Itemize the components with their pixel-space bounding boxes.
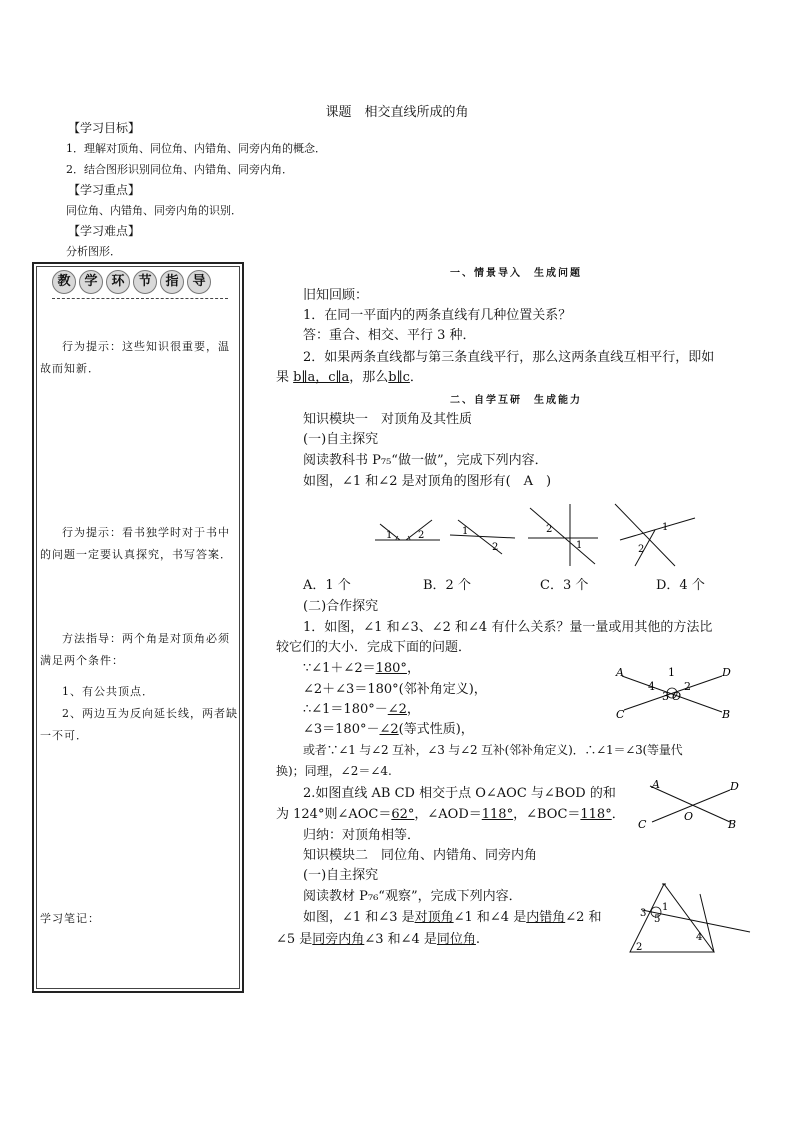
step-2: ∠2＋∠3＝180°(邻补角定义)， [303,682,487,697]
q2-mid: ，那么 [349,370,389,385]
step-5b: 换)；同理，∠2＝∠4. [276,764,392,778]
q2b-blank-1: 62° [391,807,415,822]
last1-blank-1: 对顶角 [414,910,454,925]
last1-blank-2: 内错角 [526,910,566,925]
cross-label-1: 1 [668,666,675,679]
triangle-transversal-figure [622,880,752,960]
figure-a [375,520,440,541]
last-line-1 [303,908,602,928]
step-4-end: (等式性质)， [398,722,474,737]
tri-label-4: 4 [696,932,703,943]
module-2-title: 知识模块二 同位角、内错角、同旁内角 [303,848,538,863]
self-explore-1: (一)自主探究 [303,432,379,447]
key-heading: 【学习重点】 [68,183,141,197]
fig-a-label-2: 2 [418,530,425,541]
coop-question-1a: 1．如图，∠1 和∠3、∠2 和∠4 有什么关系？量一量或用其他的方法比 [303,620,713,635]
last1-mid-1: ∠1 和∠4 是 [453,910,527,925]
section2-heading: 二、自学互研 生成能力 [450,395,582,406]
question-1: 1．在同一平面内的两条直线有几种位置关系？ [303,308,572,323]
read-instruction-1: 阅读教科书 P₇₅“做一做”，完成下列内容． [303,453,548,468]
fig-b-label-1: 1 [462,526,469,537]
fig-c-label-1: 1 [576,540,583,551]
fig-d-label-2: 2 [638,544,645,555]
method-item-1: 1、有公共顶点． [62,685,154,698]
figure-b [450,520,515,554]
option-a: A．1 个 [303,578,351,593]
fig-c-label-2: 2 [546,524,553,535]
option-b: B．2 个 [423,578,471,593]
guide-banner [52,270,226,298]
q2b-end: ． [611,807,625,822]
last2-blank-1: 同旁内角 [312,932,365,947]
tri-label-3: 3 [640,908,647,919]
fig-b-label-2: 2 [492,542,499,553]
banner-char: 导 [187,270,211,294]
question-2-line2 [276,368,423,388]
q2b-prefix: 为 124°则∠AOC＝ [276,807,392,822]
cross-label-o: O [672,690,682,703]
coop-question-1b: 较它们的大小．完成下面的问题． [276,640,472,655]
vertical-angle-question: 如图，∠1 和∠2 是对顶角的图形有( A ) [303,474,552,489]
cross-label-b: B [722,708,731,721]
question-2-line1: 2．如果两条直线都与第三条直线平行，那么这两条直线互相平行，即如 [303,350,715,365]
objective-2: 2．结合图形识别同位角、内错角、同旁内角． [66,163,293,176]
last2-end: . [475,932,481,947]
notes-label: 学习笔记： [40,912,100,925]
tip-review: 行为提示：这些知识很重要，温故而知新． [40,340,230,375]
q2b-mid-1: ，∠AOD＝ [414,807,482,822]
banner-divider [52,298,228,299]
q2-end: ． [409,370,423,385]
q2b-blank-3: 118° [580,807,612,822]
q2-prefix: 果 [276,370,294,385]
ab-label-c: C [638,818,647,831]
coop-explore: (二)合作探究 [303,599,379,614]
figure-d [615,504,695,566]
step-3 [303,700,420,720]
ab-label-d: D [730,780,739,793]
cross-label-d: D [722,666,731,679]
step-4 [303,720,474,740]
last2-mid-1: ∠3 和∠4 是 [364,932,437,947]
summary: 归纳：对顶角相等． [303,828,421,843]
last1-mid-2: ∠2 和 [565,910,602,925]
cross-label-a: A [616,666,624,679]
step-1-end: ， [406,661,420,676]
last2-prefix: ∠5 是 [276,932,313,947]
objective-1: 1．理解对顶角、同位角、内错角、同旁内角的概念． [66,142,326,155]
fig-d-label-1: 1 [662,522,669,533]
ab-cd-figure [634,776,744,832]
banner-char: 环 [106,270,130,294]
q2-blank-1: b∥a，c∥a [293,370,350,385]
tri-label-5: 5 [654,914,661,925]
last2-blank-2: 同位角 [436,932,476,947]
coop-question-2b [276,805,625,825]
banner-char: 学 [79,270,103,294]
option-d: D．4 个 [656,578,705,593]
method-item-2: 2、两边互为反向延长线，两者缺一不可． [40,707,238,742]
step-1 [303,659,420,679]
last1-prefix: 如图，∠1 和∠3 是 [303,910,415,925]
ab-label-o: O [684,810,694,823]
method-title: 方法指导：两个角是对顶角必须满足两个条件： [40,632,230,667]
cross-label-c: C [616,708,625,721]
banner-char: 节 [133,270,157,294]
read-instruction-2: 阅读教材 P₇₆“观察”，完成下列内容． [303,889,522,904]
step-4-blank: ∠2 [379,722,399,737]
q2b-blank-2: 118° [481,807,514,822]
tri-label-1: 1 [662,902,669,913]
banner-char: 教 [52,270,76,294]
step-3-end: ， [406,702,420,717]
difficulty-heading: 【学习难点】 [68,224,141,238]
option-c: C．3 个 [540,578,589,593]
module-1-title: 知识模块一 对顶角及其性质 [303,412,473,427]
last-line-2 [276,930,480,950]
difficulty-text: 分析图形． [66,245,121,258]
step-5a: 或者∵∠1 与∠2 互补，∠3 与∠2 互补(邻补角定义)．∴∠1＝∠3(等量代 [303,743,683,757]
ab-label-b: B [728,818,737,831]
fig-a-label-1: 1 [386,530,393,541]
coop-question-2a: 2.如图直线 AB CD 相交于点 O∠AOC 与∠BOD 的和 [303,786,616,801]
tri-label-2: 2 [636,942,643,953]
q2-blank-2: b∥c [388,370,410,385]
tip-reading: 行为提示：看书独学时对于书中的问题一定要认真探究，书写答案． [40,526,232,561]
q2b-mid-2: ，∠BOC＝ [513,807,581,822]
cross-label-3: 3 [662,690,669,703]
step-1-prefix: ∵∠1＋∠2＝ [303,661,376,676]
cross-label-2: 2 [684,680,691,693]
figure-c [528,504,598,566]
banner-char: 指 [160,270,184,294]
review-label: 旧知回顾： [303,288,369,303]
answer-1: 答：重合、相交、平行 3 种． [303,328,476,343]
key-text: 同位角、内错角、同旁内角的识别． [66,204,242,217]
step-1-blank: 180° [375,661,407,676]
page-title: 课题 相交直线所成的角 [325,105,469,120]
vertical-angle-figures [370,500,700,570]
step-3-blank: ∠2 [387,702,407,717]
ab-label-a: A [652,778,660,791]
section1-heading: 一、情景导入 生成问题 [450,268,582,279]
cross-label-4: 4 [648,680,655,693]
step-3-prefix: ∴∠1＝180°－ [303,702,388,717]
step-4-prefix: ∠3＝180°－ [303,722,380,737]
self-explore-2: (一)自主探究 [303,868,379,883]
intersecting-lines-figure [610,662,740,724]
objectives-heading: 【学习目标】 [68,121,141,135]
